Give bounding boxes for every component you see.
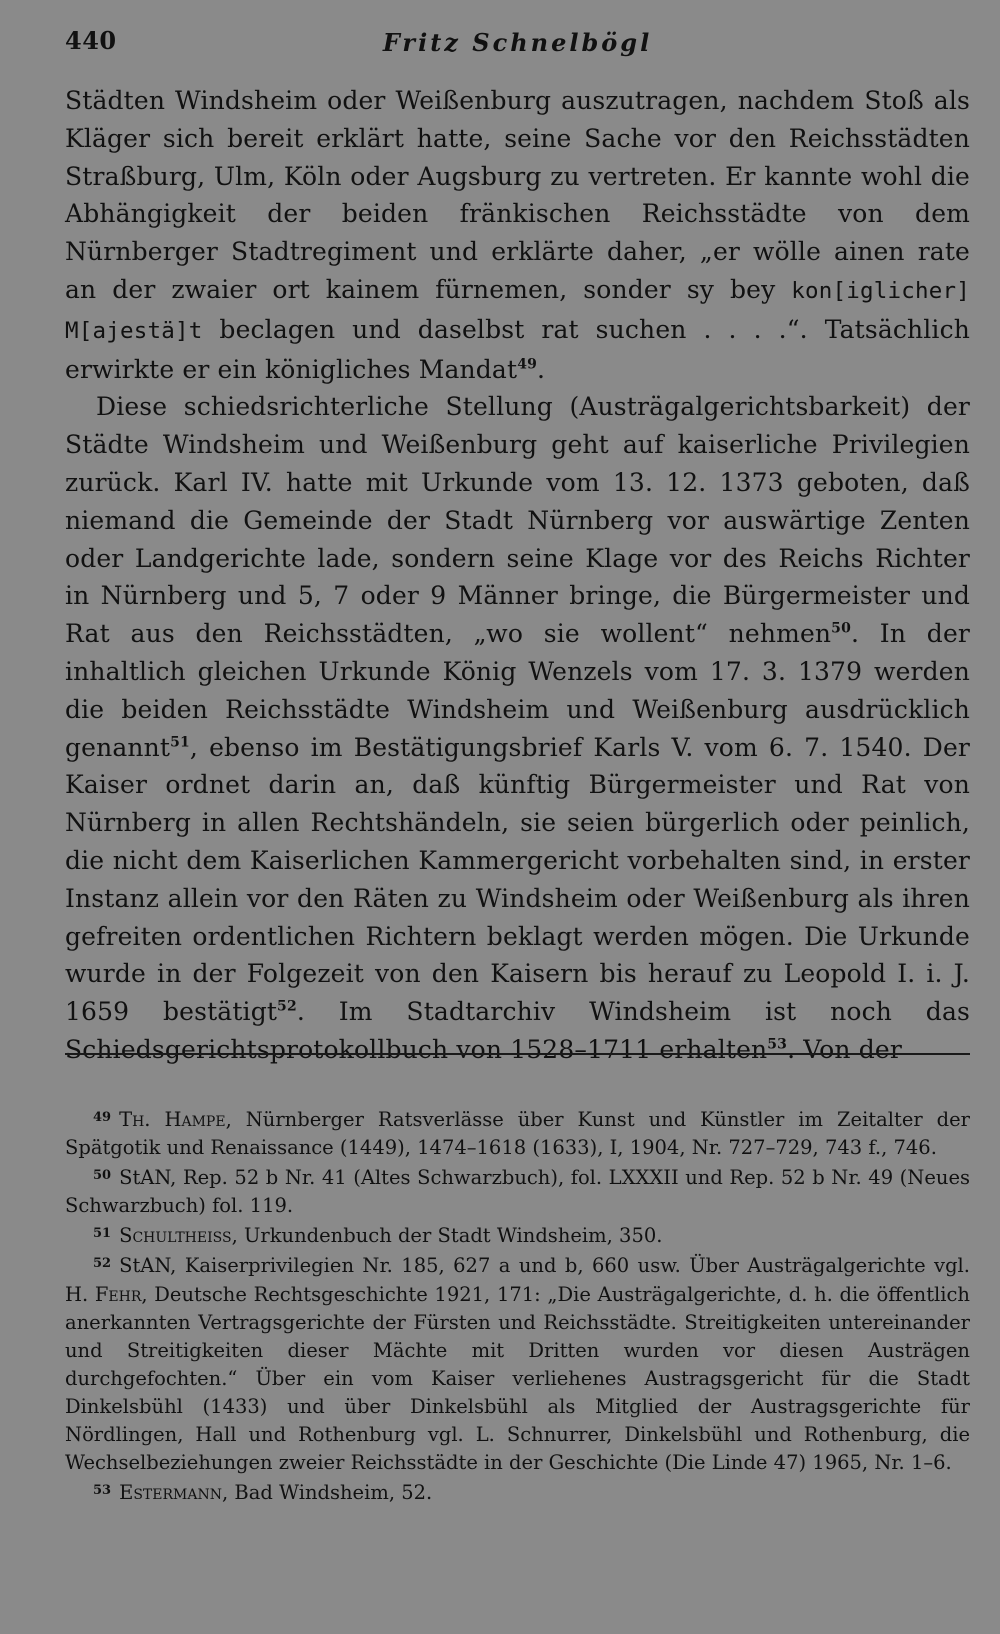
- paragraph-2: [65, 388, 970, 1068]
- footnote-number: 52: [93, 1256, 112, 1272]
- bracketed-abbreviation: kon[iglicher] M[ajestä]t: [65, 277, 970, 344]
- footnote-ref-52[interactable]: 52: [277, 998, 297, 1015]
- footnote-text: , Nürnberger Ratsverlässe über Kunst und Künstler im Zeitalter der Spätgotik und Renaissance (1449), 1474–1618 (1633), I, 1904, Nr. 727–729, 743 f., 746.: [65, 1108, 971, 1160]
- main-text: [65, 82, 970, 1069]
- footnote-number: 50: [93, 1168, 112, 1184]
- footnote-text: , Bad Windsheim, 52.: [221, 1481, 433, 1505]
- footnote-text: StAN, Kaiserprivilegien Nr. 185, 627 a und b, 660 usw. Über Austrägalgerichte vgl. H.: [65, 1254, 970, 1306]
- paragraph-2-text-c: , ebenso im Bestätigungsbrief Karls V. vom 6. 7. 1540. Der Kaiser ordnet darin an, daß künftig Bürgermeister und Rat von Nürnberg in allen Rechtshändeln, sie seien bürgerlich oder peinlich, die nicht dem Kaiserlichen Kammergericht vorbehalten sind, in erster Instanz allein vor den Räten zu Windsheim oder Weißenburg als ihren gefreiten ordentlichen Richtern beklagt werden mögen. Die Urkunde wurde in der Folgezeit von den Kaisern bis herauf zu Leopold I. i. J. 1659 bestätigt: [65, 732, 970, 1027]
- footnote-separator: [65, 1053, 970, 1055]
- paragraph-2-text-d: . Im Stadtarchiv Windsheim ist noch das Schiedsgerichtsprotokollbuch von 1528–1711 erhalten: [65, 997, 970, 1064]
- book-page: [65, 22, 970, 1622]
- footnote-text: StAN, Rep. 52 b Nr. 41 (Altes Schwarzbuch), fol. LXXXII und Rep. 52 b Nr. 49 (Neues Schwarzbuch) fol. 119.: [65, 1166, 970, 1218]
- footnote-text: , Urkundenbuch der Stadt Windsheim, 350.: [231, 1224, 663, 1248]
- paragraph-2-text-a: Diese schiedsrichterliche Stellung (Austrägalgerichtsbarkeit) der Städte Windsheim und Weißenburg geht auf kaiserliche Privilegien zurück. Karl IV. hatte mit Urkunde vom 13. 12. 1373 geboten, daß niemand die Gemeinde der Stadt Nürnberg vor auswärtige Zenten oder Landgerichte lade, sondern seine Klage vor des Reichs Richter in Nürnberg und 5, 7 oder 9 Männer bringe, die Bürgermeister und Rat aus den Reichsstädten, „wo sie wollent“ nehmen: [65, 392, 970, 649]
- footnote-author: Fehr: [94, 1282, 142, 1306]
- paragraph-1-end: .: [536, 354, 546, 384]
- footnote-ref-49[interactable]: 49: [517, 356, 537, 373]
- paragraph-1-text-cont: beclagen und daselbst rat suchen . . . .“. Tatsächlich erwirkte er ein königliches Mandat: [65, 314, 970, 384]
- footnotes: [65, 1104, 970, 1507]
- footnote-author: Estermann: [119, 1481, 222, 1505]
- footnote-ref-53[interactable]: 53: [767, 1036, 788, 1053]
- footnote-51: [65, 1220, 970, 1250]
- page-number: 440: [65, 26, 117, 55]
- paragraph-1: [65, 82, 970, 388]
- footnote-ref-50[interactable]: 50: [831, 620, 851, 637]
- footnote-text-cont: , Deutsche Rechtsgeschichte 1921, 171: „Die Austrägalgerichte, d. h. die öffentlich anerkannten Vertragsgerichte der Fürsten und Reichsstädte. Streitigkeiten untereinander und Streitigkeiten dieser Mächte mit Dritten wurden vor diesen Austrägen durchgefochten.“ Über ein vom Kaiser verliehenes Austragsgericht für die Stadt Dinkelsbühl (1433) und über Dinkelsbühl als Mitglied der Austragsgerichte für Nördlingen, Hall und Rothenburg vgl. L. Schnurrer, Dinkelsbühl und Rothenburg, die Wechselbeziehungen zweier Reichsstädte in der Geschichte (Die Linde 47) 1965, Nr. 1–6.: [65, 1282, 970, 1475]
- paragraph-2-text-b: . In der inhaltlich gleichen Urkunde König Wenzels vom 17. 3. 1379 werden die beiden Reichsstädte Windsheim und Weißenburg ausdrücklich genannt: [65, 619, 970, 762]
- paragraph-1-text: Städten Windsheim oder Weißenburg auszutragen, nachdem Stoß als Kläger sich bereit erklärt hatte, seine Sache vor den Reichsstädten Straßburg, Ulm, Köln oder Augsburg zu vertreten. Er kannte wohl die Abhängigkeit der beiden fränkischen Reichsstädte von dem Nürnberger Stadtregiment und erklärte daher, „er wölle ainen rate an der zwaier ort kainem fürnemen, sonder sy bey: [65, 86, 970, 304]
- footnote-52: [65, 1250, 970, 1477]
- footnote-author: Schultheiss: [119, 1224, 232, 1248]
- footnote-53: [65, 1477, 970, 1507]
- footnote-50: [65, 1162, 970, 1220]
- footnote-number: 49: [93, 1110, 112, 1125]
- paragraph-2-text-e: . Von der: [787, 1034, 902, 1064]
- footnote-author: Th. Hampe: [119, 1108, 226, 1131]
- footnote-number: 53: [93, 1483, 112, 1499]
- footnote-number: 51: [93, 1226, 112, 1242]
- footnote-ref-51[interactable]: 51: [170, 734, 190, 751]
- running-head: Fritz Schnelbögl: [382, 28, 653, 57]
- page-header: [65, 22, 970, 62]
- footnote-49: [65, 1104, 970, 1162]
